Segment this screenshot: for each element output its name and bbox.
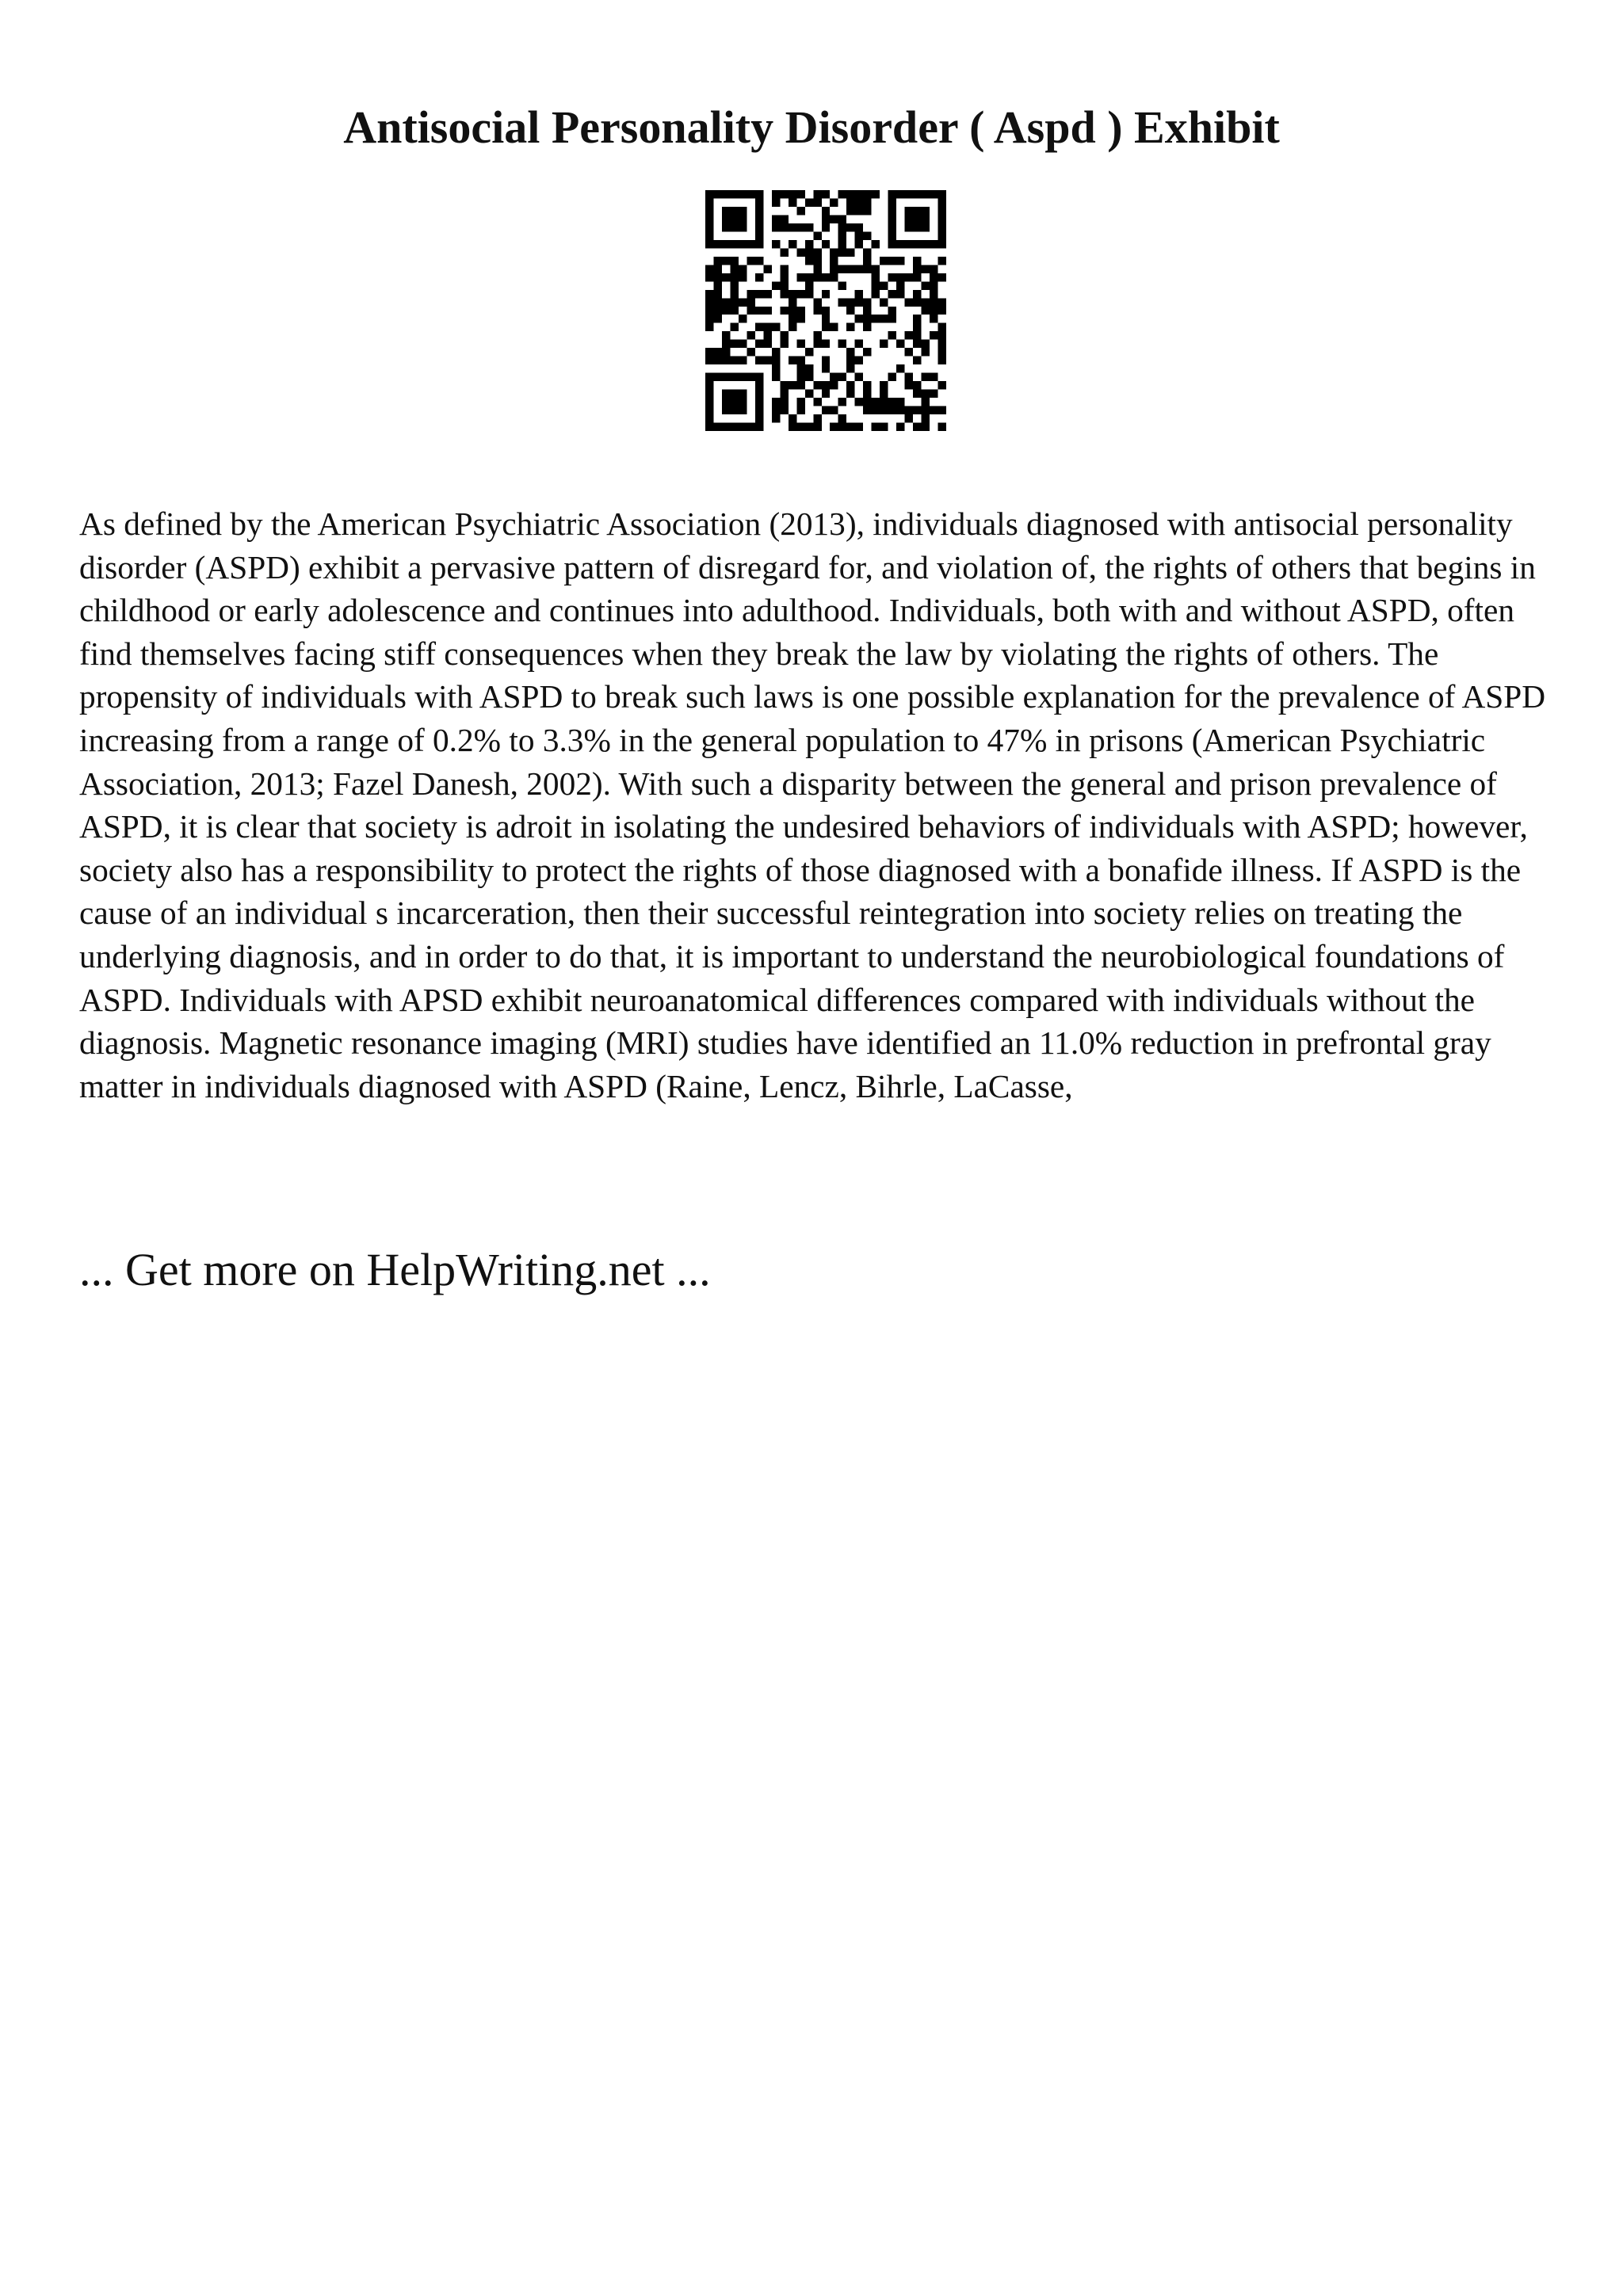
qr-code-icon[interactable] — [705, 190, 946, 431]
document-title: Antisocial Personality Disorder ( Aspd ) Exhibit — [343, 101, 1280, 153]
get-more-link[interactable]: ... Get more on HelpWriting.net ... — [79, 1244, 711, 1295]
document-body: As defined by the American Psychiatric Association (2013), individuals diagnosed with antisocial personality disorder (ASPD) exhibit a pervasive pattern of disregard for, and violation of, the rights of others that begins in childhood or early adolescence and continues into adulthood. Individuals, both with and without ASPD, often find themselves facing stiff consequences when they break the law by violating the rights of others. The propensity of individuals with ASPD to break such laws is one possible explanation for the prevalence of ASPD increasing from a range of 0.2% to 3.3% in the general population to 47% in prisons (American Psychiatric Association, 2013; Fazel Danesh, 2002). With such a disparity between the general and prison prevalence of ASPD, it is clear that society is adroit in isolating the undesired behaviors of individuals with ASPD; however, society also has a responsibility to protect the rights of those diagnosed with a bonafide illness. If ASPD is the cause of an individual s incarceration, then their successful reintegration into society relies on treating the underlying diagnosis, and in order to do that, it is important to understand the neurobiological foundations of ASPD. Individuals with APSD exhibit neuroanatomical differences compared with individuals without the diagnosis. Magnetic resonance imaging (MRI) studies have identified an 11.0% reduction in prefrontal gray matter in individuals diagnosed with ASPD (Raine, Lencz, Bihrle, LaCasse, — [79, 505, 1546, 1104]
qr-code-graphic — [705, 190, 946, 431]
